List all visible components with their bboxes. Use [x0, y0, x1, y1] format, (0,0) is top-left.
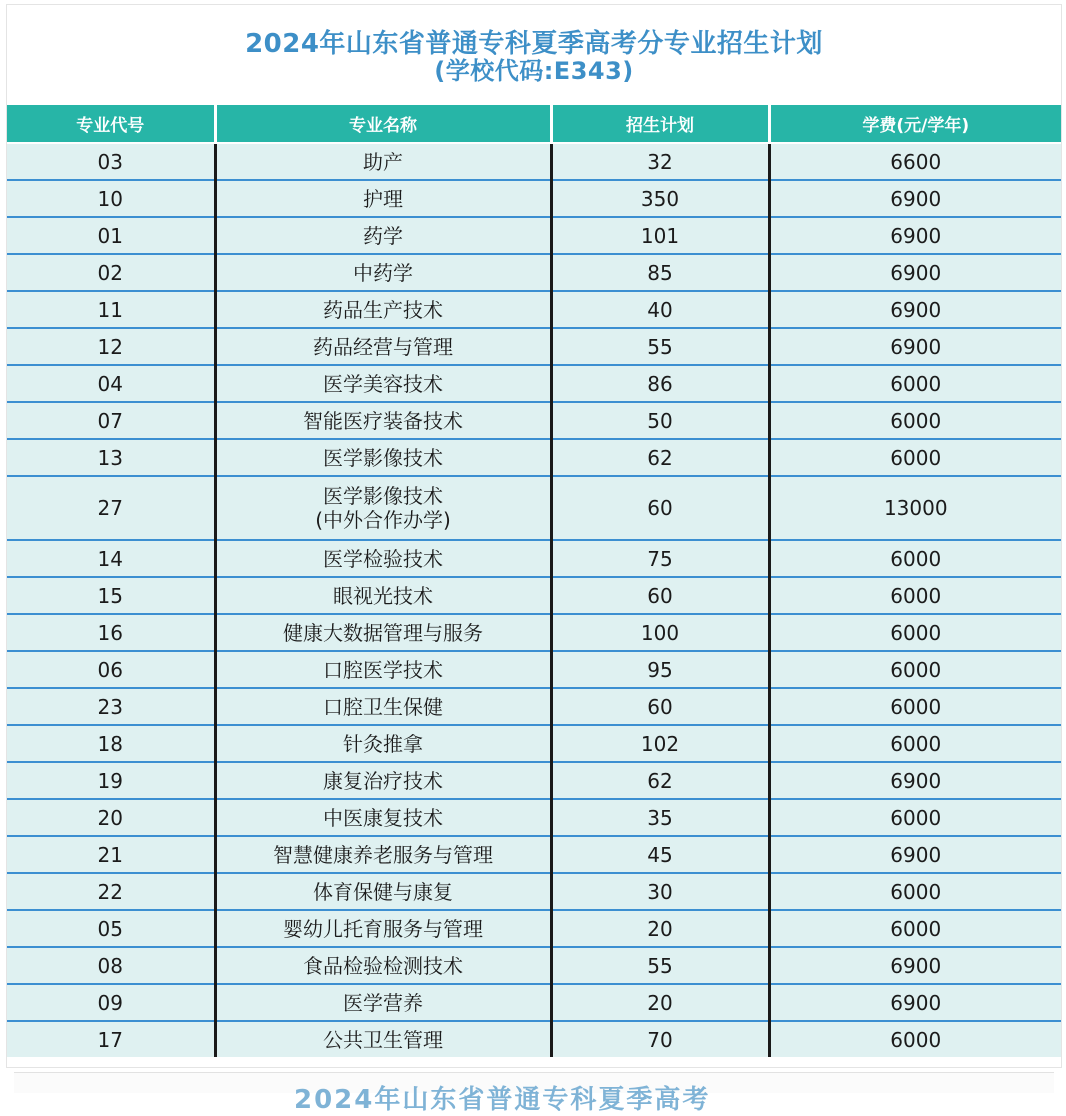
- table-row: [7, 217, 1061, 254]
- cell-enrollment-plan: 35: [551, 799, 769, 836]
- cell-enrollment-plan: 60: [551, 688, 769, 725]
- cell-tuition: 6900: [769, 984, 1061, 1021]
- cell-tuition: 6000: [769, 725, 1061, 762]
- cell-enrollment-plan: 45: [551, 836, 769, 873]
- cell-major-code: 22: [7, 873, 215, 910]
- cell-enrollment-plan: 55: [551, 947, 769, 984]
- cell-tuition: 6000: [769, 402, 1061, 439]
- cell-enrollment-plan: 85: [551, 254, 769, 291]
- cell-enrollment-plan: 101: [551, 217, 769, 254]
- table-row: [7, 873, 1061, 910]
- cell-major-code: 15: [7, 577, 215, 614]
- table-row: [7, 328, 1061, 365]
- cell-enrollment-plan: 32: [551, 143, 769, 180]
- cell-tuition: 6000: [769, 651, 1061, 688]
- cell-tuition: 13000: [769, 476, 1061, 540]
- cell-tuition: 6000: [769, 688, 1061, 725]
- cell-major-name: 中药学: [215, 254, 551, 291]
- cell-major-code: 11: [7, 291, 215, 328]
- cell-major-name: 药品经营与管理: [215, 328, 551, 365]
- cell-major-name: 针灸推拿: [215, 725, 551, 762]
- cell-major-code: 08: [7, 947, 215, 984]
- cell-enrollment-plan: 102: [551, 725, 769, 762]
- cell-tuition: 6900: [769, 762, 1061, 799]
- cell-major-code: 05: [7, 910, 215, 947]
- cell-major-name: 药品生产技术: [215, 291, 551, 328]
- enrollment-table: [7, 105, 1061, 1057]
- cell-enrollment-plan: 30: [551, 873, 769, 910]
- table-row: [7, 402, 1061, 439]
- cell-tuition: 6900: [769, 217, 1061, 254]
- cell-tuition: 6900: [769, 328, 1061, 365]
- cell-major-code: 16: [7, 614, 215, 651]
- table-row: [7, 651, 1061, 688]
- cell-major-name: 智慧健康养老服务与管理: [215, 836, 551, 873]
- header-tuition: 学费(元/学年): [769, 105, 1061, 143]
- table-row: [7, 577, 1061, 614]
- table-row: [7, 947, 1061, 984]
- cell-enrollment-plan: 50: [551, 402, 769, 439]
- cell-major-name: 体育保健与康复: [215, 873, 551, 910]
- cell-enrollment-plan: 40: [551, 291, 769, 328]
- table-row: [7, 688, 1061, 725]
- cell-tuition: 6900: [769, 836, 1061, 873]
- cell-major-name: 中医康复技术: [215, 799, 551, 836]
- cell-enrollment-plan: 350: [551, 180, 769, 217]
- cell-major-name: 医学检验技术: [215, 540, 551, 577]
- cell-tuition: 6000: [769, 799, 1061, 836]
- cell-major-code: 21: [7, 836, 215, 873]
- cell-major-name: 医学营养: [215, 984, 551, 1021]
- cell-enrollment-plan: 75: [551, 540, 769, 577]
- cell-enrollment-plan: 60: [551, 577, 769, 614]
- next-page-partial-title: 2024年山东省普通专科夏季高考: [294, 1085, 711, 1115]
- cell-major-name: 口腔医学技术: [215, 651, 551, 688]
- table-row: [7, 984, 1061, 1021]
- next-page-strip: [14, 1072, 1054, 1115]
- cell-enrollment-plan: 86: [551, 365, 769, 402]
- cell-tuition: 6000: [769, 365, 1061, 402]
- cell-major-code: 02: [7, 254, 215, 291]
- cell-major-name: 眼视光技术: [215, 577, 551, 614]
- cell-major-name: 公共卫生管理: [215, 1021, 551, 1057]
- cell-enrollment-plan: 55: [551, 328, 769, 365]
- cell-major-code: 04: [7, 365, 215, 402]
- cell-tuition: 6000: [769, 540, 1061, 577]
- cell-major-code: 01: [7, 217, 215, 254]
- cell-tuition: 6000: [769, 439, 1061, 476]
- cell-tuition: 6000: [769, 577, 1061, 614]
- cell-enrollment-plan: 20: [551, 984, 769, 1021]
- cell-enrollment-plan: 20: [551, 910, 769, 947]
- cell-major-code: 13: [7, 439, 215, 476]
- table-row: [7, 291, 1061, 328]
- cell-major-name: [215, 476, 551, 540]
- cell-enrollment-plan: 62: [551, 762, 769, 799]
- table-body: [7, 143, 1061, 1057]
- cell-major-code: 09: [7, 984, 215, 1021]
- cell-major-code: 20: [7, 799, 215, 836]
- cell-tuition: 6000: [769, 873, 1061, 910]
- cell-major-name: 食品检验检测技术: [215, 947, 551, 984]
- table-row: [7, 762, 1061, 799]
- cell-major-code: 10: [7, 180, 215, 217]
- cell-major-name: 助产: [215, 143, 551, 180]
- table-row: [7, 910, 1061, 947]
- cell-major-code: 27: [7, 476, 215, 540]
- cell-tuition: 6900: [769, 291, 1061, 328]
- cell-tuition: 6900: [769, 180, 1061, 217]
- cell-major-code: 23: [7, 688, 215, 725]
- table-header-row: [7, 105, 1061, 143]
- table-row: [7, 799, 1061, 836]
- header-major-name: 专业名称: [215, 105, 551, 143]
- cell-major-name: 口腔卫生保健: [215, 688, 551, 725]
- enrollment-plan-page: [6, 4, 1062, 1068]
- cell-major-name: 药学: [215, 217, 551, 254]
- table-row: [7, 365, 1061, 402]
- cell-major-code: 07: [7, 402, 215, 439]
- table-row: [7, 540, 1061, 577]
- cell-major-name: 康复治疗技术: [215, 762, 551, 799]
- cell-major-code: 14: [7, 540, 215, 577]
- cell-major-code: 19: [7, 762, 215, 799]
- cell-tuition: 6600: [769, 143, 1061, 180]
- cell-major-code: 03: [7, 143, 215, 180]
- cell-enrollment-plan: 95: [551, 651, 769, 688]
- cell-tuition: 6900: [769, 947, 1061, 984]
- cell-major-name: 婴幼儿托育服务与管理: [215, 910, 551, 947]
- cell-enrollment-plan: 70: [551, 1021, 769, 1057]
- major-name-line: 医学影像技术: [323, 484, 443, 508]
- cell-tuition: 6000: [769, 910, 1061, 947]
- table-row: [7, 476, 1061, 540]
- cell-enrollment-plan: 100: [551, 614, 769, 651]
- cell-tuition: 6000: [769, 614, 1061, 651]
- header-major-code: 专业代号: [7, 105, 215, 143]
- header-enrollment-plan: 招生计划: [551, 105, 769, 143]
- cell-major-name: 医学美容技术: [215, 365, 551, 402]
- cell-major-name: 医学影像技术: [215, 439, 551, 476]
- cell-major-code: 12: [7, 328, 215, 365]
- school-code-subtitle: (学校代码:E343): [434, 57, 634, 85]
- table-row: [7, 254, 1061, 291]
- table-row: [7, 1021, 1061, 1057]
- cell-major-name: 智能医疗装备技术: [215, 402, 551, 439]
- table-row: [7, 836, 1061, 873]
- table-row: [7, 143, 1061, 180]
- cell-major-code: 17: [7, 1021, 215, 1057]
- table-row: [7, 725, 1061, 762]
- page-title: 2024年山东省普通专科夏季高考分专业招生计划: [245, 29, 823, 59]
- cell-tuition: 6000: [769, 1021, 1061, 1057]
- cell-major-name: 护理: [215, 180, 551, 217]
- cell-enrollment-plan: 60: [551, 476, 769, 540]
- cell-major-code: 18: [7, 725, 215, 762]
- cell-enrollment-plan: 62: [551, 439, 769, 476]
- table-row: [7, 180, 1061, 217]
- cell-tuition: 6900: [769, 254, 1061, 291]
- major-name-note: (中外合作办学): [315, 508, 451, 532]
- cell-major-name: 健康大数据管理与服务: [215, 614, 551, 651]
- cell-major-code: 06: [7, 651, 215, 688]
- table-row: [7, 614, 1061, 651]
- table-row: [7, 439, 1061, 476]
